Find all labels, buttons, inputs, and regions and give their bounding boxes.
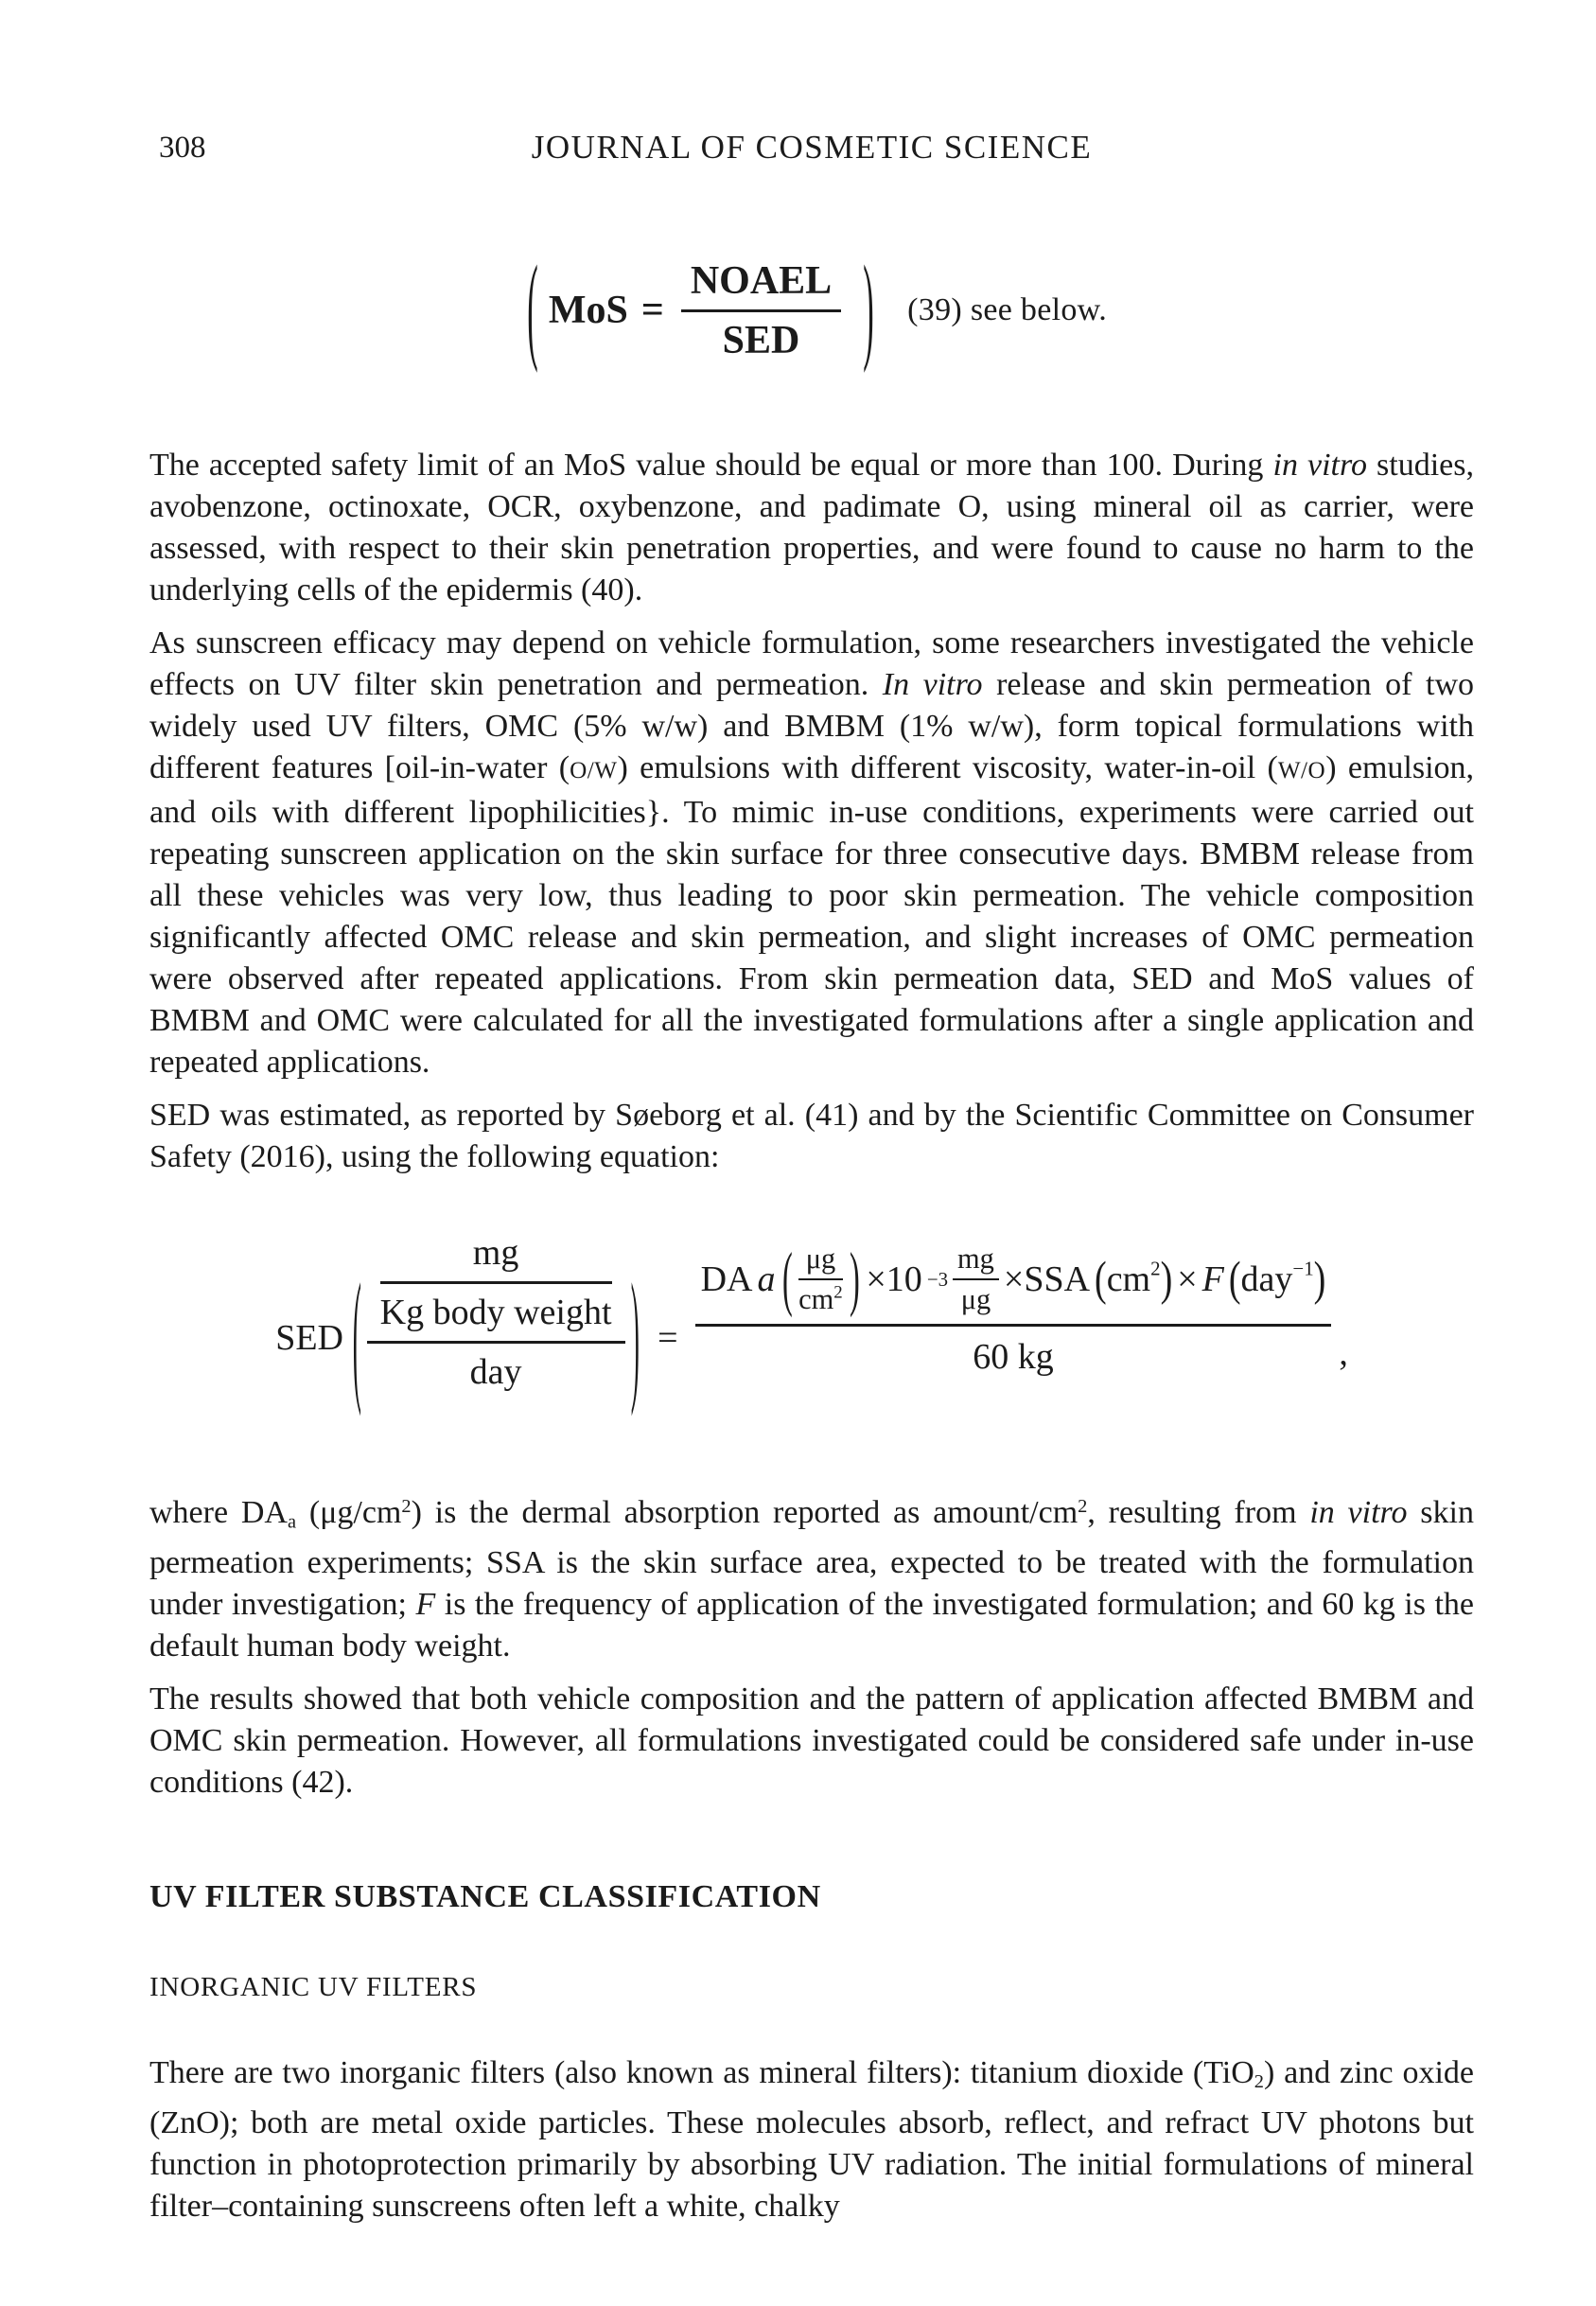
mos-symbol: MoS <box>548 289 628 332</box>
sed-units-fraction <box>367 1232 625 1444</box>
text-run: (μg/cm <box>296 1495 402 1531</box>
inner-numerator: mg <box>380 1232 612 1284</box>
fraction-numerator: μg <box>798 1242 843 1280</box>
left-paren: ( <box>352 1256 361 1419</box>
main-numerator: DA a ( $\frac{\mu g}{cm^2}$ ) ×10 −3 $\frac{mg}{\mu g}$ ×SSA $(cm^2)$ × F (day$^{-1}$) <box>695 1242 1332 1327</box>
superscript: −1 <box>1292 1257 1314 1280</box>
text-run: is the frequency of application of the investigated formulation; and 60 kg is the default human body weight. <box>149 1587 1474 1664</box>
paragraph-results <box>149 1679 1474 1804</box>
text-run: W/O <box>1277 758 1326 783</box>
journal-header: JOURNAL OF COSMETIC SCIENCE <box>531 129 1093 166</box>
text-run: 2 <box>401 1496 412 1517</box>
text-run: where DA <box>149 1495 288 1531</box>
text-run: F <box>415 1587 436 1623</box>
text-run: , resulting from <box>1087 1495 1310 1531</box>
times-ssa: ×SSA <box>1003 1259 1091 1299</box>
paragraph-vehicle-formulation <box>149 623 1474 1083</box>
text-run: The results showed that both vehicle composition and the pattern of application affected BMBM and OMC skin permeation. However, all formulations investigated could be considered safe under in-use conditions (42). <box>149 1681 1474 1801</box>
text-run: The accepted safety limit of an MoS value should be equal or more than 100. During <box>149 448 1273 483</box>
left-paren: ( <box>781 1240 793 1319</box>
superscript: 2 <box>833 1282 843 1303</box>
section-heading-uv-filter-classification: UV FILTER SUBSTANCE CLASSIFICATION <box>149 1879 821 1915</box>
equals-sign: = <box>658 1317 678 1358</box>
paragraph-inorganic-filters <box>149 2052 1474 2227</box>
left-paren: ( <box>527 245 538 376</box>
text-run: 2 <box>1078 1496 1088 1517</box>
equation-sed <box>149 1212 1474 1463</box>
trailing-comma: , <box>1339 1332 1348 1373</box>
right-paren: ) <box>849 1240 860 1319</box>
paragraph-sed-estimated <box>149 1095 1474 1178</box>
subsection-heading-inorganic-uv-filters: INORGANIC UV FILTERS <box>149 1972 478 2003</box>
text-column <box>149 0 1474 2239</box>
mos-fraction <box>681 258 841 363</box>
text-run: release and skin permeation of two widely used UV filters, OMC (5% w/w) and BMBM (1% w/w), form topical formulations with different features [oil-in-water ( <box>149 667 1475 785</box>
text-run: There are two inorganic filters (also known as mineral filters): titanium dioxide (TiO <box>149 2055 1254 2091</box>
f-variable: F <box>1201 1259 1224 1299</box>
running-head <box>149 129 1474 172</box>
sed-symbol: SED <box>275 1317 343 1358</box>
fraction-numerator: NOAEL <box>681 258 841 312</box>
text-run: In vitro <box>882 667 983 702</box>
right-paren: ) <box>630 1256 640 1419</box>
da-variable: a <box>757 1259 776 1299</box>
text-run: O/W <box>570 758 618 783</box>
text-run: SED was estimated, as reported by Søeborg et al. (41) and by the Scientific Committee on Consumer Safety (2016), using the following equation: <box>149 1098 1474 1174</box>
text-run: ) and zinc oxide (ZnO); both are metal oxide particles. These molecules absorb, reflect, and refract UV photons but function in photoprotection primarily by absorbing UV radiation. The initial formulations of mineral filter–containing sunscreens often left a white, chalky <box>149 2055 1475 2225</box>
text-run: in vitro <box>1272 448 1367 483</box>
sed-main-fraction <box>695 1242 1332 1433</box>
text-run: 2 <box>1254 2071 1264 2093</box>
text-run: skin permeation experiments; SSA is the skin surface area, expected to be treated with the formulation under investigation; <box>149 1495 1474 1623</box>
times-sign: × <box>1177 1259 1198 1299</box>
equation-mos <box>149 225 1474 396</box>
fraction-denominator: SED <box>722 318 800 362</box>
paragraph-where-definitions <box>149 1486 1474 1667</box>
cm2-group: $(cm^2)$ <box>1095 1252 1173 1307</box>
text-run: ) emulsions with different viscosity, water-in-oil ( <box>617 750 1278 785</box>
right-paren: ) <box>863 245 874 376</box>
main-denominator: 60 kg <box>973 1337 1054 1377</box>
times-ten: ×10 <box>866 1259 922 1299</box>
text-run: in vitro <box>1309 1495 1408 1531</box>
outer-numerator <box>367 1232 625 1344</box>
fraction-denominator: μg <box>960 1283 991 1315</box>
da-symbol: DA <box>700 1259 753 1299</box>
day-group: (day$^{-1}$) <box>1228 1252 1326 1307</box>
equation-note: (39) see below. <box>907 292 1108 327</box>
text-run: As sunscreen efficacy may depend on vehicle formulation, some researchers investigated the vehicle effects on UV filter skin penetration and permeation. <box>149 625 1474 702</box>
fraction-denominator: $cm^2$ <box>798 1282 843 1315</box>
text-run: studies, avobenzone, octinoxate, OCR, oxybenzone, and padimate O, using mineral oil as carrier, were assessed, with respect to their skin penetration properties, and were found to cause no harm to the underlying cells of the epidermis (40). <box>149 448 1475 607</box>
text-run: a <box>287 1511 297 1533</box>
outer-denominator: day <box>469 1351 522 1392</box>
text-run: ) is the dermal absorption reported as amount/cm <box>411 1495 1079 1531</box>
equals-sign: = <box>640 289 664 332</box>
text-run: ) emulsion, and oils with different lipophilicities}. To mimic in-use conditions, experiments were carried out repeating sunscreen application on the skin surface for three consecutive days. BMBM release from all these vehicles was very low, thus leading to poor skin permeation. The vehicle composition significantly affected OMC release and skin permeation, and slight increases of OMC permeation were observed after repeated applications. From skin permeation data, SED and MoS values of BMBM and OMC were calculated for all the investigated formulations after a single application and repeated applications. <box>149 750 1475 1080</box>
inner-denominator: Kg body weight <box>379 1292 612 1332</box>
paragraph-mos-safety-limit <box>149 445 1474 611</box>
mg-ug-fraction <box>953 1242 999 1316</box>
inner-fraction <box>380 1232 612 1333</box>
page-number: 308 <box>159 131 206 165</box>
ug-cm2-fraction <box>798 1242 843 1316</box>
fraction-numerator: mg <box>953 1242 999 1280</box>
superscript: 2 <box>1150 1257 1161 1280</box>
